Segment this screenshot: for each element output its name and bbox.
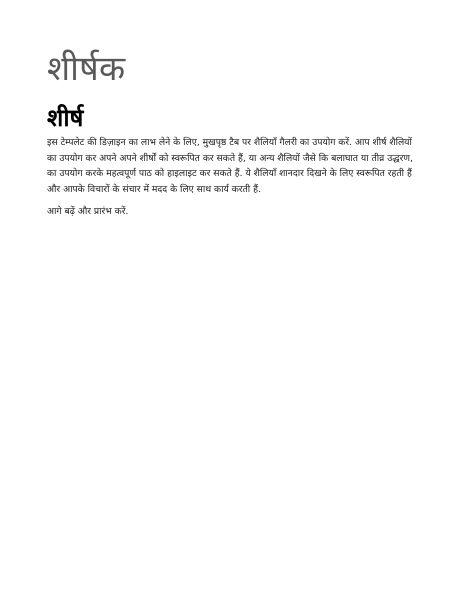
body-paragraph-1[interactable]: इस टेम्पलेट की डिज़ाइन का लाभ लेने के लिए, मुखपृष्ठ टैब पर शैलियाँ गैलरी का उपयोग करें. आप शीर्ष शैलियों का उपयोग कर अपने अपने शीर्षों को स्वरूपित कर सकते हैं, या अन्य शैलियों जैसे कि बलाघात या तीव्र उद्धरण, का उपयोग करके महत्वपूर्ण पाठ को हाइलाइट कर सकते हैं. ये शैलियाँ शानदार दिखने के लिए स्वरूपित रहती हैं और आपके विचारों के संचार में मदद के लिए साथ कार्य करती हैं. (47, 137, 413, 195)
body-paragraph-2[interactable]: आगे बढ़ें और प्रारंभ करें. (47, 206, 129, 217)
document-title[interactable]: शीर्षक (47, 49, 126, 89)
document-heading[interactable]: शीर्ष (47, 104, 84, 132)
